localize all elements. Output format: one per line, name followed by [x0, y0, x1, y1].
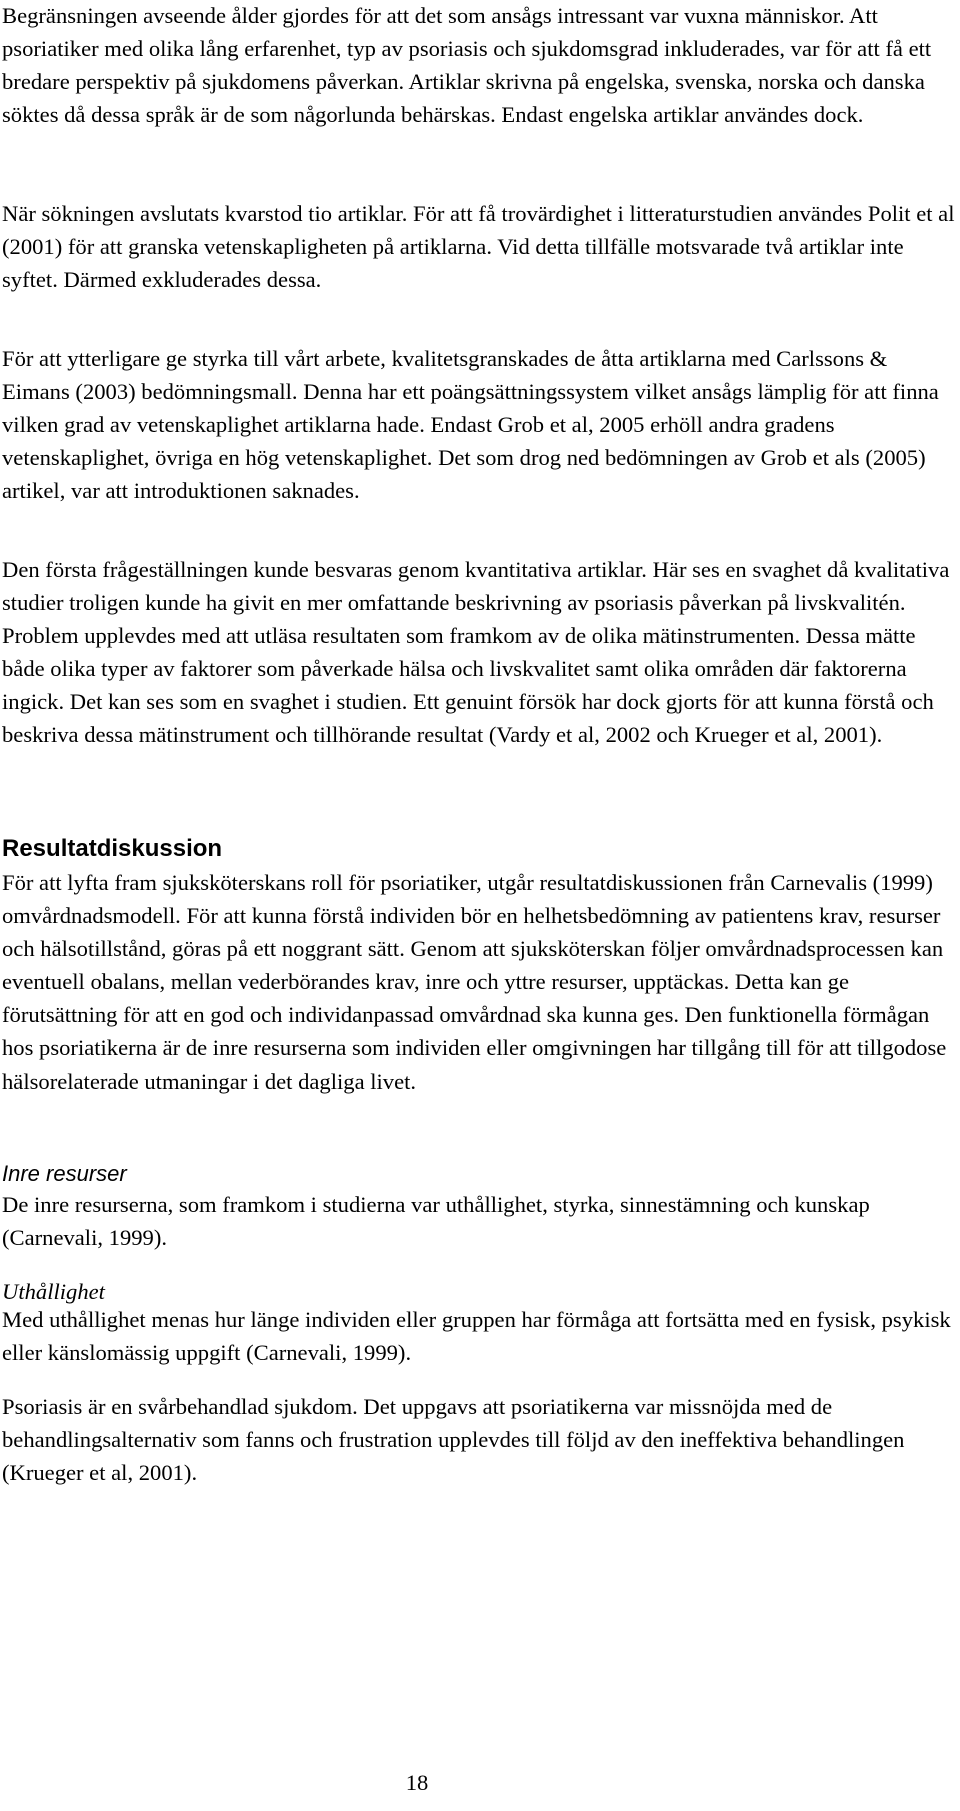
- section-heading-resultatdiskussion: Resultatdiskussion: [2, 835, 223, 862]
- paragraph-uthallighet: Med uthållighet menas hur länge individen eller gruppen har förmåga att fortsätta med en fysisk, psykisk eller känslomässig uppgift (Carnevali, 1999).: [2, 1307, 951, 1366]
- subheading-uthallighet: Uthållighet: [2, 1279, 105, 1304]
- paragraph-search-result: När sökningen avslutats kvarstod tio artiklar. För att få trovärdighet i litteraturstudien användes Polit et al (2001) för att granska vetenskapligheten på artiklarna. Vid detta tillfälle motsvarade två artiklar inte syftet. Därmed exkluderades dessa.: [2, 201, 955, 293]
- page-number: 18: [405, 1770, 429, 1795]
- subheading-inre-resurser: Inre resurser: [2, 1161, 127, 1186]
- paragraph-results-intro: För att lyfta fram sjuksköterskans roll för psoriatiker, utgår resultatdiskussionen från Carnevalis (1999) omvårdnadsmodell. För att kunna förstå individen bör en helhetsbedömning av patientens krav, resurser och hälsotillstånd, göras på ett noggrant sätt. Genom att sjuksköterskan följer omvårdnadsprocessen kan eventuell obalans, mellan vederbörandes krav, inre och yttre resurser, upptäckas. Detta kan ge förutsättning för att en god och individanpassad omvårdnad ska kunna ges. Den funktionella förmågan hos psoriatikerna är de inre resurserna som individen eller omgivningen har tillgång till för att tillgodose hälsorelaterade utmaningar i det dagliga livet.: [2, 870, 947, 1094]
- paragraph-first-question: Den första frågeställningen kunde besvaras genom kvantitativa artiklar. Här ses en svaghet då kvalitativa studier troligen kunde ha givit en mer omfattande beskrivning av psoriasis påverkan på livskvalitén. Problem upplevdes med att utläsa resultaten som framkom av de olika mätinstrumenten. Dessa mätte både olika typer av faktorer som påverkade hälsa och livskvalitet samt olika områden där faktorerna ingick. Det kan ses som en svaghet i studien. Ett genuint försök har dock gjorts för att kunna förstå och beskriva dessa mätinstrument och tillhörande resultat (Vardy et al, 2002 och Krueger et al, 2001).: [2, 557, 950, 748]
- paragraph-quality-review: För att ytterligare ge styrka till vårt arbete, kvalitetsgranskades de åtta artiklarna med Carlssons & Eimans (2003) bedömningsmall. Denna har ett poängsättningssystem vilket ansågs lämplig för att finna vilken grad av vetenskaplighet artiklarna hade. Endast Grob et al, 2005 erhöll andra gradens vetenskaplighet, övriga en hög vetenskaplighet. Det som drog ned bedömningen av Grob et als (2005) artikel, var att introduktionen saknades.: [2, 346, 939, 504]
- paragraph-psoriasis-treatment: Psoriasis är en svårbehandlad sjukdom. Det uppgavs att psoriatikerna var missnöjda med de behandlingsalternativ som fanns och frustration upplevdes till följd av den ineffektiva behandlingen (Krueger et al, 2001).: [2, 1394, 905, 1486]
- paragraph-inclusion-criteria: Begränsningen avseende ålder gjordes för att det som ansågs intressant var vuxna människor. Att psoriatiker med olika lång erfarenhet, typ av psoriasis och sjukdomsgrad inkluderades, var för att få ett bredare perspektiv på sjukdomens påverkan. Artiklar skrivna på engelska, svenska, norska och danska söktes då dessa språk är de som någorlunda behärskas. Endast engelska artiklar användes dock.: [2, 3, 932, 128]
- paragraph-inre-resurser: De inre resurserna, som framkom i studierna var uthållighet, styrka, sinnestämning och kunskap (Carnevali, 1999).: [2, 1192, 870, 1251]
